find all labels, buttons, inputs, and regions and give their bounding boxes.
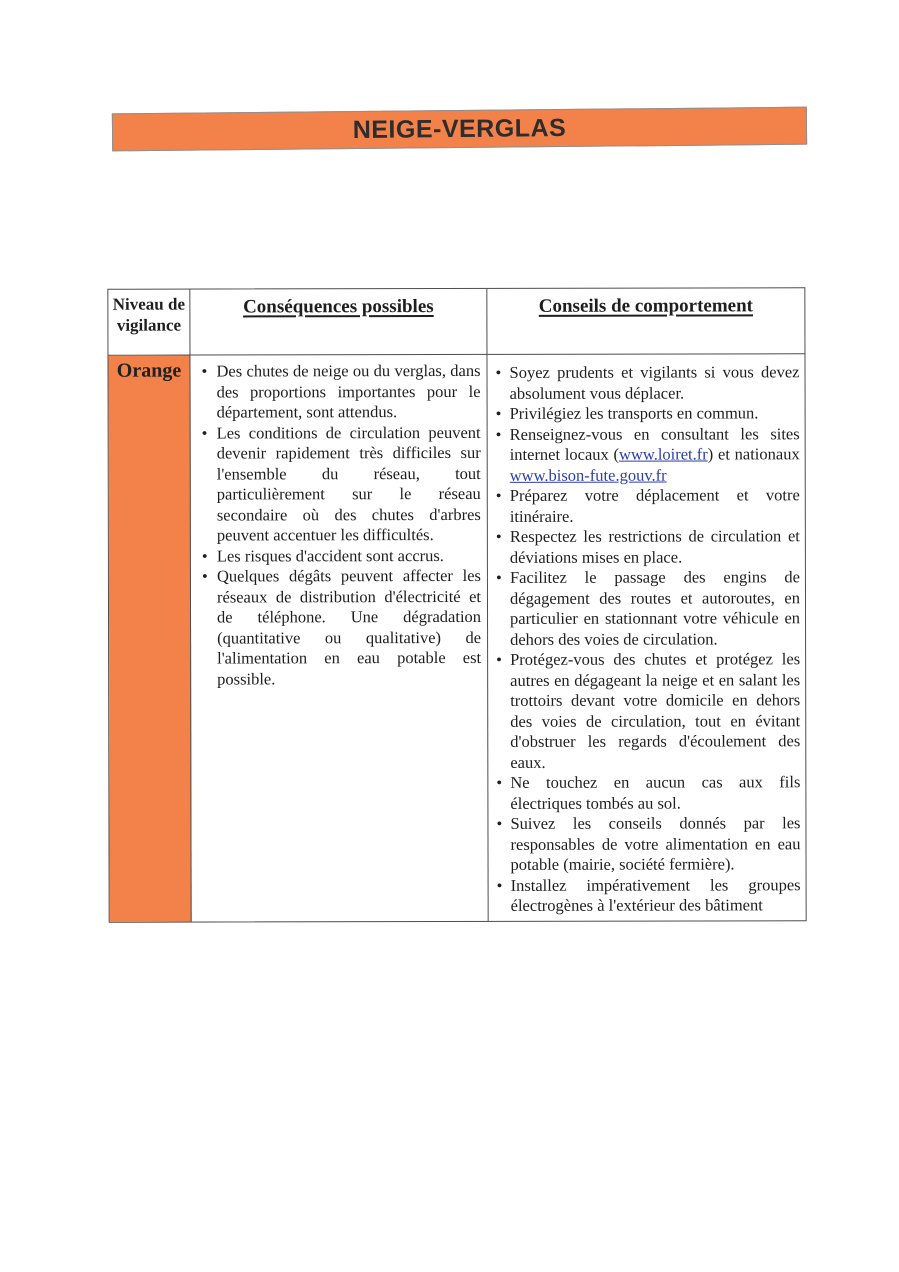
text-segment: Renseignez-vous en consultant les sites internet locaux ( [509, 423, 800, 464]
list-item [494, 362, 799, 404]
header-conseils [487, 288, 804, 355]
vigilance-level-value: Orange [116, 359, 182, 382]
advice-list [494, 362, 800, 916]
header-consequences-label: Conséquences possibles [243, 296, 434, 318]
list-item [495, 772, 800, 814]
list-item [199, 361, 480, 423]
list-item [495, 649, 800, 773]
page-title: NEIGE-VERGLAS [352, 113, 567, 144]
text-segment: Privilégiez les transports en commun. [509, 403, 759, 423]
vigilance-table [107, 287, 806, 922]
table-body-row [108, 354, 805, 921]
header-consequences [190, 289, 487, 356]
header-conseils-label: Conseils de comportement [538, 295, 754, 317]
text-segment: Préparez votre déplacement et votre itinéraire. [509, 485, 800, 526]
text-segment: ) et nationaux [707, 444, 800, 464]
inline-link[interactable]: www.loiret.fr [618, 444, 708, 464]
text-segment: Les risques d'accident sont accrus. [216, 545, 444, 566]
text-segment: Des chutes de neige ou du verglas, dans des proportions importantes pour le département, sont attendus. [216, 360, 481, 422]
text-segment: Protégez-vous des chutes et protégez les autres en dégageant la neige et en salant les trottoirs devant votre domicile en dehors des voies de circulation, tout en évitant d'obstruer les regards d'écoulement des eaux. [510, 649, 801, 772]
text-segment: Quelques dégâts peuvent affecter les réseaux de distribution d'électricité et de téléphone. Une dégradation (quantitative ou qualitative) de l'alimentation en eau potable est possible. [216, 565, 482, 689]
text-segment: Les conditions de circulation peuvent devenir rapidement très difficiles sur l'ensemble du réseau, tout particulièrement sur le réseau secondaire où des chutes d'arbres peuvent accentuer les difficultés. [216, 422, 481, 545]
list-item [495, 485, 800, 527]
list-item [200, 545, 481, 566]
advice-cell [487, 354, 805, 920]
list-item [495, 403, 800, 424]
list-item [200, 566, 481, 690]
title-banner [112, 107, 807, 152]
text-segment: Suivez les conseils donnés par les responsables de votre alimentation en eau potable (mairie, société fermière). [510, 813, 801, 874]
list-item [495, 526, 800, 568]
list-item [200, 422, 481, 546]
header-niveau-vigilance: Niveau de vigilance [108, 290, 190, 356]
consequences-cell [190, 355, 488, 921]
text-segment: Facilitez le passage des engins de dégagement des routes et autoroutes, en particulier en stationnant votre véhicule en dehors des voies de circulation. [509, 567, 801, 649]
list-item [495, 424, 800, 486]
text-segment: Respectez les restrictions de circulation et déviations mises en place. [509, 526, 800, 567]
list-item [495, 567, 800, 650]
vigilance-level-cell [108, 356, 191, 922]
table-header-row [108, 288, 804, 355]
text-segment: Installez impérativement les groupes électrogènes à l'extérieur des bâtiment [510, 874, 801, 915]
list-item [495, 813, 800, 875]
consequences-list [199, 361, 481, 690]
inline-link[interactable]: www.bison-fute.gouv.fr [509, 465, 667, 485]
text-segment: Ne touchez en aucun cas aux fils électriques tombés au sol. [510, 772, 801, 813]
list-item [496, 875, 801, 917]
text-segment: Soyez prudents et vigilants si vous devez absolument vous déplacer. [509, 362, 800, 403]
